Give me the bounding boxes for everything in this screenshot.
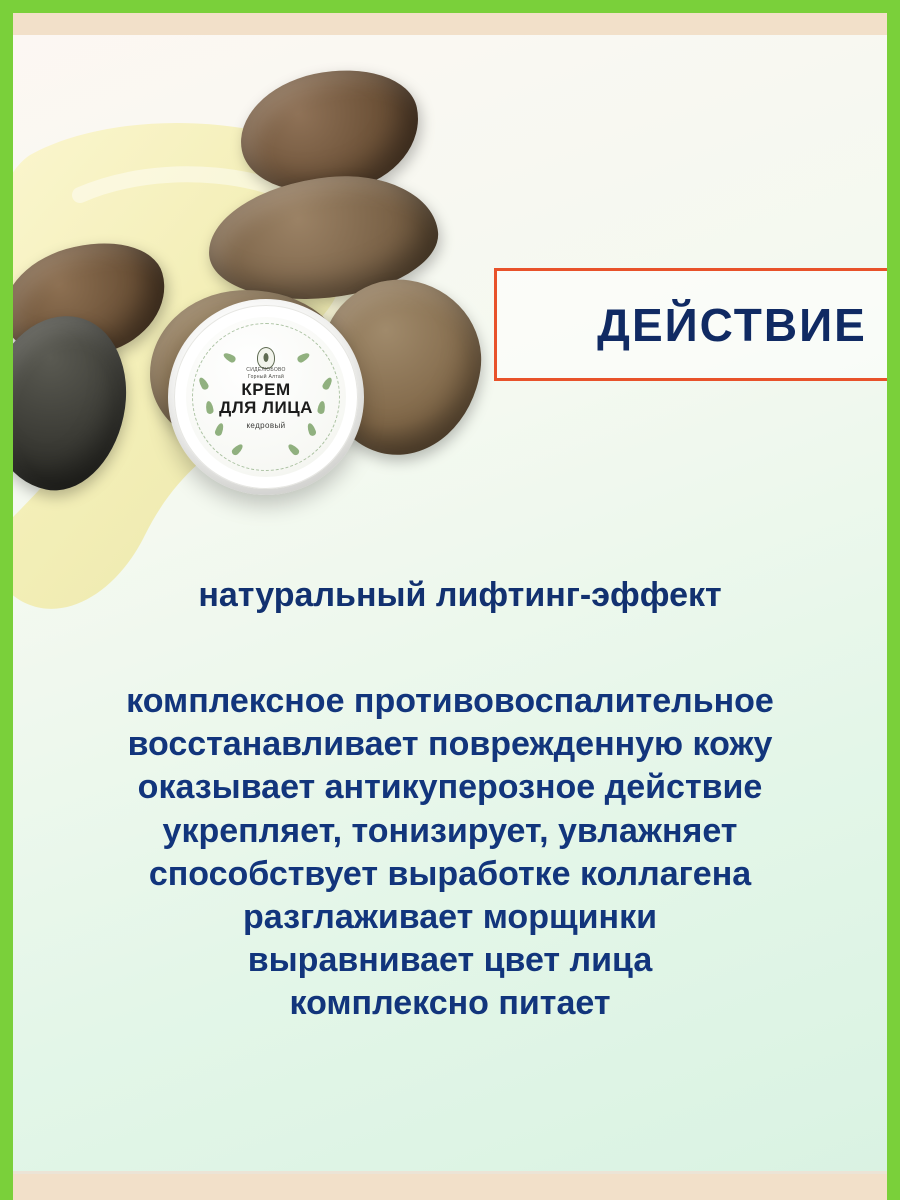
jar-title-line-2: ДЛЯ ЛИЦА (219, 398, 313, 418)
brand-crest-icon (257, 347, 275, 369)
list-item: выравнивает цвет лица (247, 941, 653, 980)
list-item: восстанавливает поврежденную кожу (127, 725, 773, 764)
list-item: укрепляет, тонизирует, увлажняет (162, 811, 738, 850)
list-item: разглаживает морщинки (242, 897, 658, 936)
list-item: способствует выработке коллагена (148, 854, 752, 893)
lead-text: натуральный лифтинг-эффект (198, 576, 722, 614)
frame-right-rail (887, 0, 900, 1200)
frame-bottom-inner-line (13, 1171, 887, 1174)
heading-box (494, 268, 900, 381)
jar-subtitle: кедровый (246, 421, 286, 430)
benefits-list (40, 680, 860, 1025)
frame-bottom-band (13, 1174, 887, 1200)
jar-title (186, 381, 346, 418)
jar-label (186, 317, 346, 477)
jar-brand-line-2: Горный Алтай (247, 373, 285, 380)
frame-left-rail (0, 0, 13, 1200)
jar-title-line-1: КРЕМ (241, 380, 291, 399)
list-item: комплексное противовоспалительное (126, 682, 774, 720)
list-item: оказывает антикуперозное действие (137, 768, 763, 807)
frame-top-band (13, 13, 887, 35)
jar-brand-line-1: СИДЕЛЮБОВО (246, 367, 286, 373)
frame-top-rail (0, 0, 900, 13)
product-jar (168, 283, 364, 505)
page-title: ДЕЙСТВИЕ (597, 298, 867, 351)
list-item: комплексно питает (289, 984, 611, 1023)
jar-brand (186, 367, 346, 381)
